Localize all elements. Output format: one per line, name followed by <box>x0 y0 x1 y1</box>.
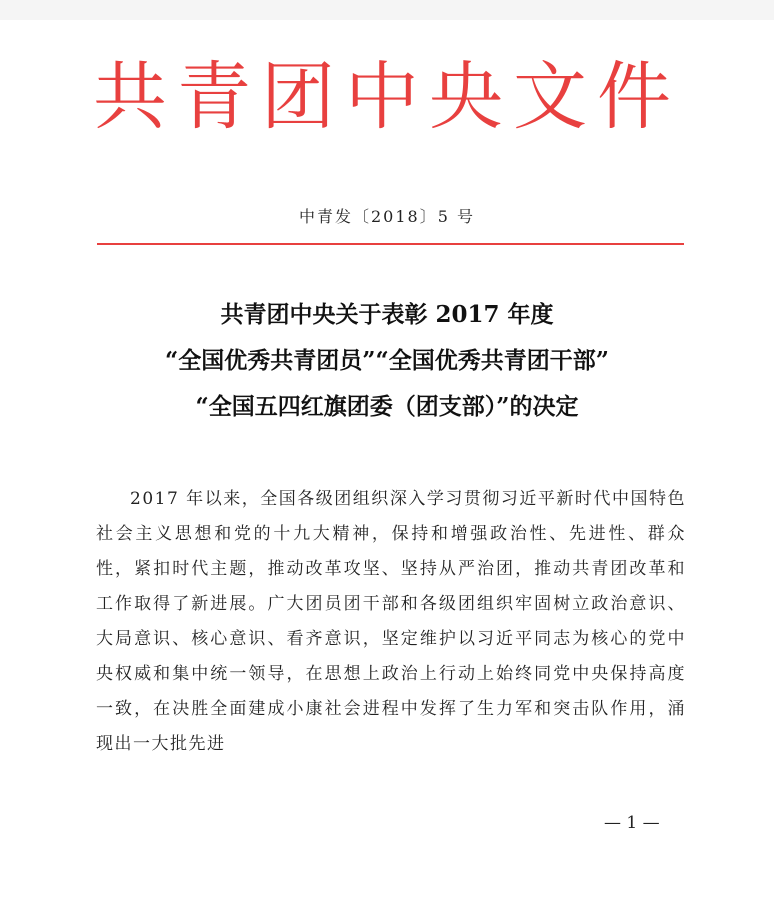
heading-line-2: “全国优秀共青团员”“全国优秀共青团干部” <box>165 347 609 374</box>
document-number: 中青发〔2018〕5 号 <box>299 207 475 226</box>
document-heading <box>60 292 714 430</box>
document-page <box>0 20 774 900</box>
page-number: — 1 — <box>604 813 660 833</box>
body-paragraph: 2017 年以来，全国各级团组织深入学习贯彻习近平新时代中国特色社会主义思想和党的十九大精神，保持和增强政治性、先进性、群众性，紧扣时代主题，推动改革攻坚、坚持从严治团，推动共青团改革和工作取得了新进展。广大团员团干部和各级团组织牢固树立政治意识、大局意识、核心意识、看齐意识，坚定维护以习近平同志为核心的党中央权威和集中统一领导，在思想上政治上行动上始终同党中央保持高度一致，在决胜全面建成小康社会进程中发挥了生力军和突击队作用，涌现出一大批先进 <box>96 489 686 754</box>
heading-line-1: 共青团中央关于表彰 2017 年度 <box>220 301 554 328</box>
document-header-title: 共青团中央文件 <box>93 54 681 140</box>
red-divider-line <box>97 243 684 245</box>
heading-line-3: “全国五四红旗团委（团支部）”的决定 <box>195 393 579 420</box>
